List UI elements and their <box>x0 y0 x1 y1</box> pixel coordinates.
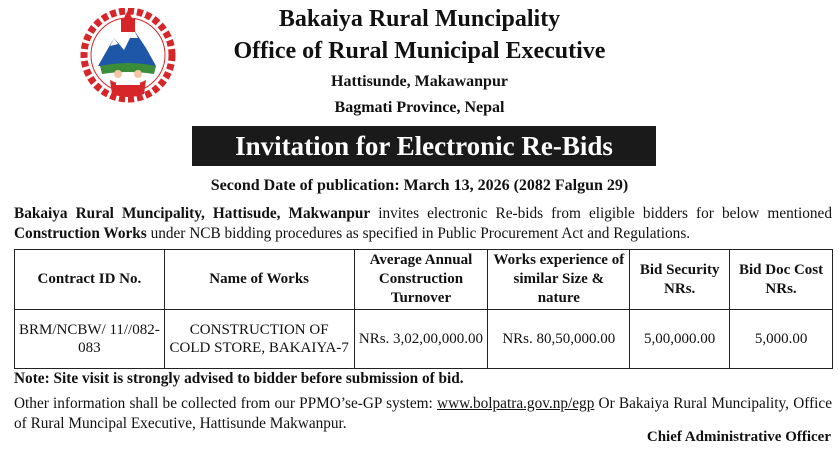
column-header: Bid Security NRs. <box>630 250 730 310</box>
other-text-1: Other information shall be collected from our PPMO’se-GP system: <box>14 395 438 412</box>
bid-security-cell: 5,00,000.00 <box>630 310 730 369</box>
intro-works: Construction Works <box>14 225 147 242</box>
publication-date: Second Date of publication: March 13, 2026 (2082 Falgun 29) <box>210 177 629 194</box>
doc-cost-cell: 5,000.00 <box>730 310 833 369</box>
notice-banner: Invitation for Electronic Re-Bids <box>192 126 656 166</box>
column-header: Bid Doc Cost NRs. <box>730 250 833 310</box>
experience-cell: NRs. 80,50,000.00 <box>488 310 630 369</box>
intro-text-1: invites electronic Re-bids from eligible bidders for below mentioned <box>370 205 832 222</box>
column-header: Contract ID No. <box>15 250 165 310</box>
municipality-title: Bakaiya Rural Muncipality <box>278 6 561 32</box>
intro-paragraph <box>14 204 832 244</box>
contract-id-cell: BRM/NCBW/ 11//082-083 <box>15 310 165 369</box>
turnover-cell: NRs. 3,02,00,000.00 <box>354 310 488 369</box>
other-info-paragraph <box>14 394 832 434</box>
intro-lead: Bakaiya Rural Muncipality, Hattisude, Makwanpur <box>14 205 371 222</box>
column-header: Name of Works <box>164 250 354 310</box>
site-visit-note: Note: Site visit is strongly advised to bidder before submission of bid. <box>14 370 464 387</box>
office-title: Office of Rural Municipal Executive <box>233 38 606 64</box>
table-row <box>15 310 833 369</box>
address-line-1: Hattisunde, Makawanpur <box>331 73 508 90</box>
intro-text-2: under NCB bidding procedures as specified in Public Procurement Act and Regulations. <box>146 225 691 242</box>
column-header: Average Annual Construction Turnover <box>354 250 488 310</box>
address-line-2: Bagmati Province, Nepal <box>334 99 505 116</box>
column-header: Works experience of similar Size & nature <box>488 250 630 310</box>
signatory-title: Chief Administrative Officer <box>646 429 831 445</box>
other-text-2: Or Bakaiya Rural Muncipality, Office of Rural Muncipal Executive, Hattisunde Makwanpur. <box>14 395 832 432</box>
egp-link[interactable]: www.bolpatra.gov.np/egp <box>437 395 595 412</box>
work-name-cell: CONSTRUCTION OF COLD STORE, BAKAIYA-7 <box>164 310 354 369</box>
table-header-row <box>15 250 833 310</box>
works-table <box>14 249 833 369</box>
